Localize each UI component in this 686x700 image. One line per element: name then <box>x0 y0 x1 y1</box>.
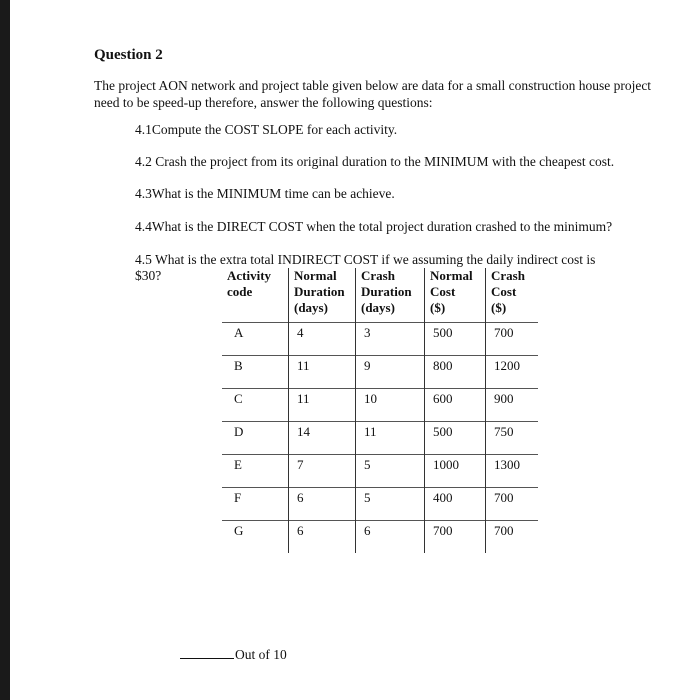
crash-cost-cell: 700 <box>486 521 539 554</box>
normal-cost-cell: 800 <box>425 356 486 389</box>
document-page <box>10 0 686 700</box>
normal-duration-cell: 11 <box>289 389 356 422</box>
table-row <box>222 455 538 488</box>
question-item-4-4: 4.4What is the DIRECT COST when the total project duration crashed to the minimum? <box>135 219 613 234</box>
activity-code-cell: C <box>222 389 289 422</box>
header-text: (days) <box>294 300 328 315</box>
header-text: Normal <box>430 268 473 283</box>
normal-duration-cell: 11 <box>289 356 356 389</box>
question-item-4-5-line1: 4.5 What is the extra total INDIRECT COST if we assuming the daily indirect cost is <box>135 252 596 267</box>
score-label: Out of 10 <box>235 647 287 662</box>
question-item-4-3: 4.3What is the MINIMUM time can be achieve. <box>135 186 395 201</box>
normal-duration-cell: 6 <box>289 488 356 521</box>
crash-cost-cell: 1300 <box>486 455 539 488</box>
table-header-row <box>222 268 538 323</box>
crash-duration-cell: 6 <box>356 521 425 554</box>
question-item-4-2: 4.2 Crash the project from its original duration to the MINIMUM with the cheapest cost. <box>135 154 615 169</box>
table-row <box>222 422 538 455</box>
header-text: Duration <box>294 284 345 299</box>
crash-cost-cell: 750 <box>486 422 539 455</box>
activity-code-cell: E <box>222 455 289 488</box>
normal-cost-cell: 500 <box>425 422 486 455</box>
activity-code-cell: F <box>222 488 289 521</box>
activity-code-cell: D <box>222 422 289 455</box>
header-normal-cost <box>425 268 486 323</box>
normal-duration-cell: 7 <box>289 455 356 488</box>
header-text: Activity <box>227 268 272 283</box>
normal-cost-cell: 400 <box>425 488 486 521</box>
crash-cost-cell: 700 <box>486 488 539 521</box>
normal-cost-cell: 700 <box>425 521 486 554</box>
header-text: code <box>227 284 253 299</box>
crash-duration-cell: 10 <box>356 389 425 422</box>
question-title: Question 2 <box>94 47 163 63</box>
header-text: (days) <box>361 300 395 315</box>
header-crash-duration <box>356 268 425 323</box>
project-table <box>222 268 538 553</box>
normal-cost-cell: 600 <box>425 389 486 422</box>
table-row <box>222 323 538 356</box>
header-crash-cost <box>486 268 539 323</box>
crash-duration-cell: 5 <box>356 455 425 488</box>
header-text: Crash <box>491 268 525 283</box>
normal-duration-cell: 6 <box>289 521 356 554</box>
header-normal-duration <box>289 268 356 323</box>
table-row <box>222 389 538 422</box>
table-row <box>222 488 538 521</box>
score-blank <box>180 658 234 659</box>
score-line <box>180 647 287 663</box>
normal-duration-cell: 14 <box>289 422 356 455</box>
header-text: Normal <box>294 268 337 283</box>
crash-cost-cell: 1200 <box>486 356 539 389</box>
normal-duration-cell: 4 <box>289 323 356 356</box>
header-text: Duration <box>361 284 412 299</box>
crash-duration-cell: 5 <box>356 488 425 521</box>
header-text: Crash <box>361 268 395 283</box>
question-item-4-1: 4.1Compute the COST SLOPE for each activity. <box>135 122 398 137</box>
header-text: Cost <box>430 284 456 299</box>
crash-cost-cell: 900 <box>486 389 539 422</box>
activity-code-cell: G <box>222 521 289 554</box>
header-activity-code <box>222 268 289 323</box>
header-text: ($) <box>430 300 446 315</box>
header-text: ($) <box>491 300 507 315</box>
question-intro: The project AON network and project table given below are data for a small construction house project need to be speed-up therefore, answer the following questions: <box>94 78 652 110</box>
question-item-4-5-line2: $30? <box>135 268 162 283</box>
crash-duration-cell: 3 <box>356 323 425 356</box>
table-row <box>222 356 538 389</box>
normal-cost-cell: 1000 <box>425 455 486 488</box>
crash-duration-cell: 11 <box>356 422 425 455</box>
normal-cost-cell: 500 <box>425 323 486 356</box>
crash-cost-cell: 700 <box>486 323 539 356</box>
activity-code-cell: B <box>222 356 289 389</box>
table-row <box>222 521 538 554</box>
header-text: Cost <box>491 284 517 299</box>
activity-code-cell: A <box>222 323 289 356</box>
crash-duration-cell: 9 <box>356 356 425 389</box>
